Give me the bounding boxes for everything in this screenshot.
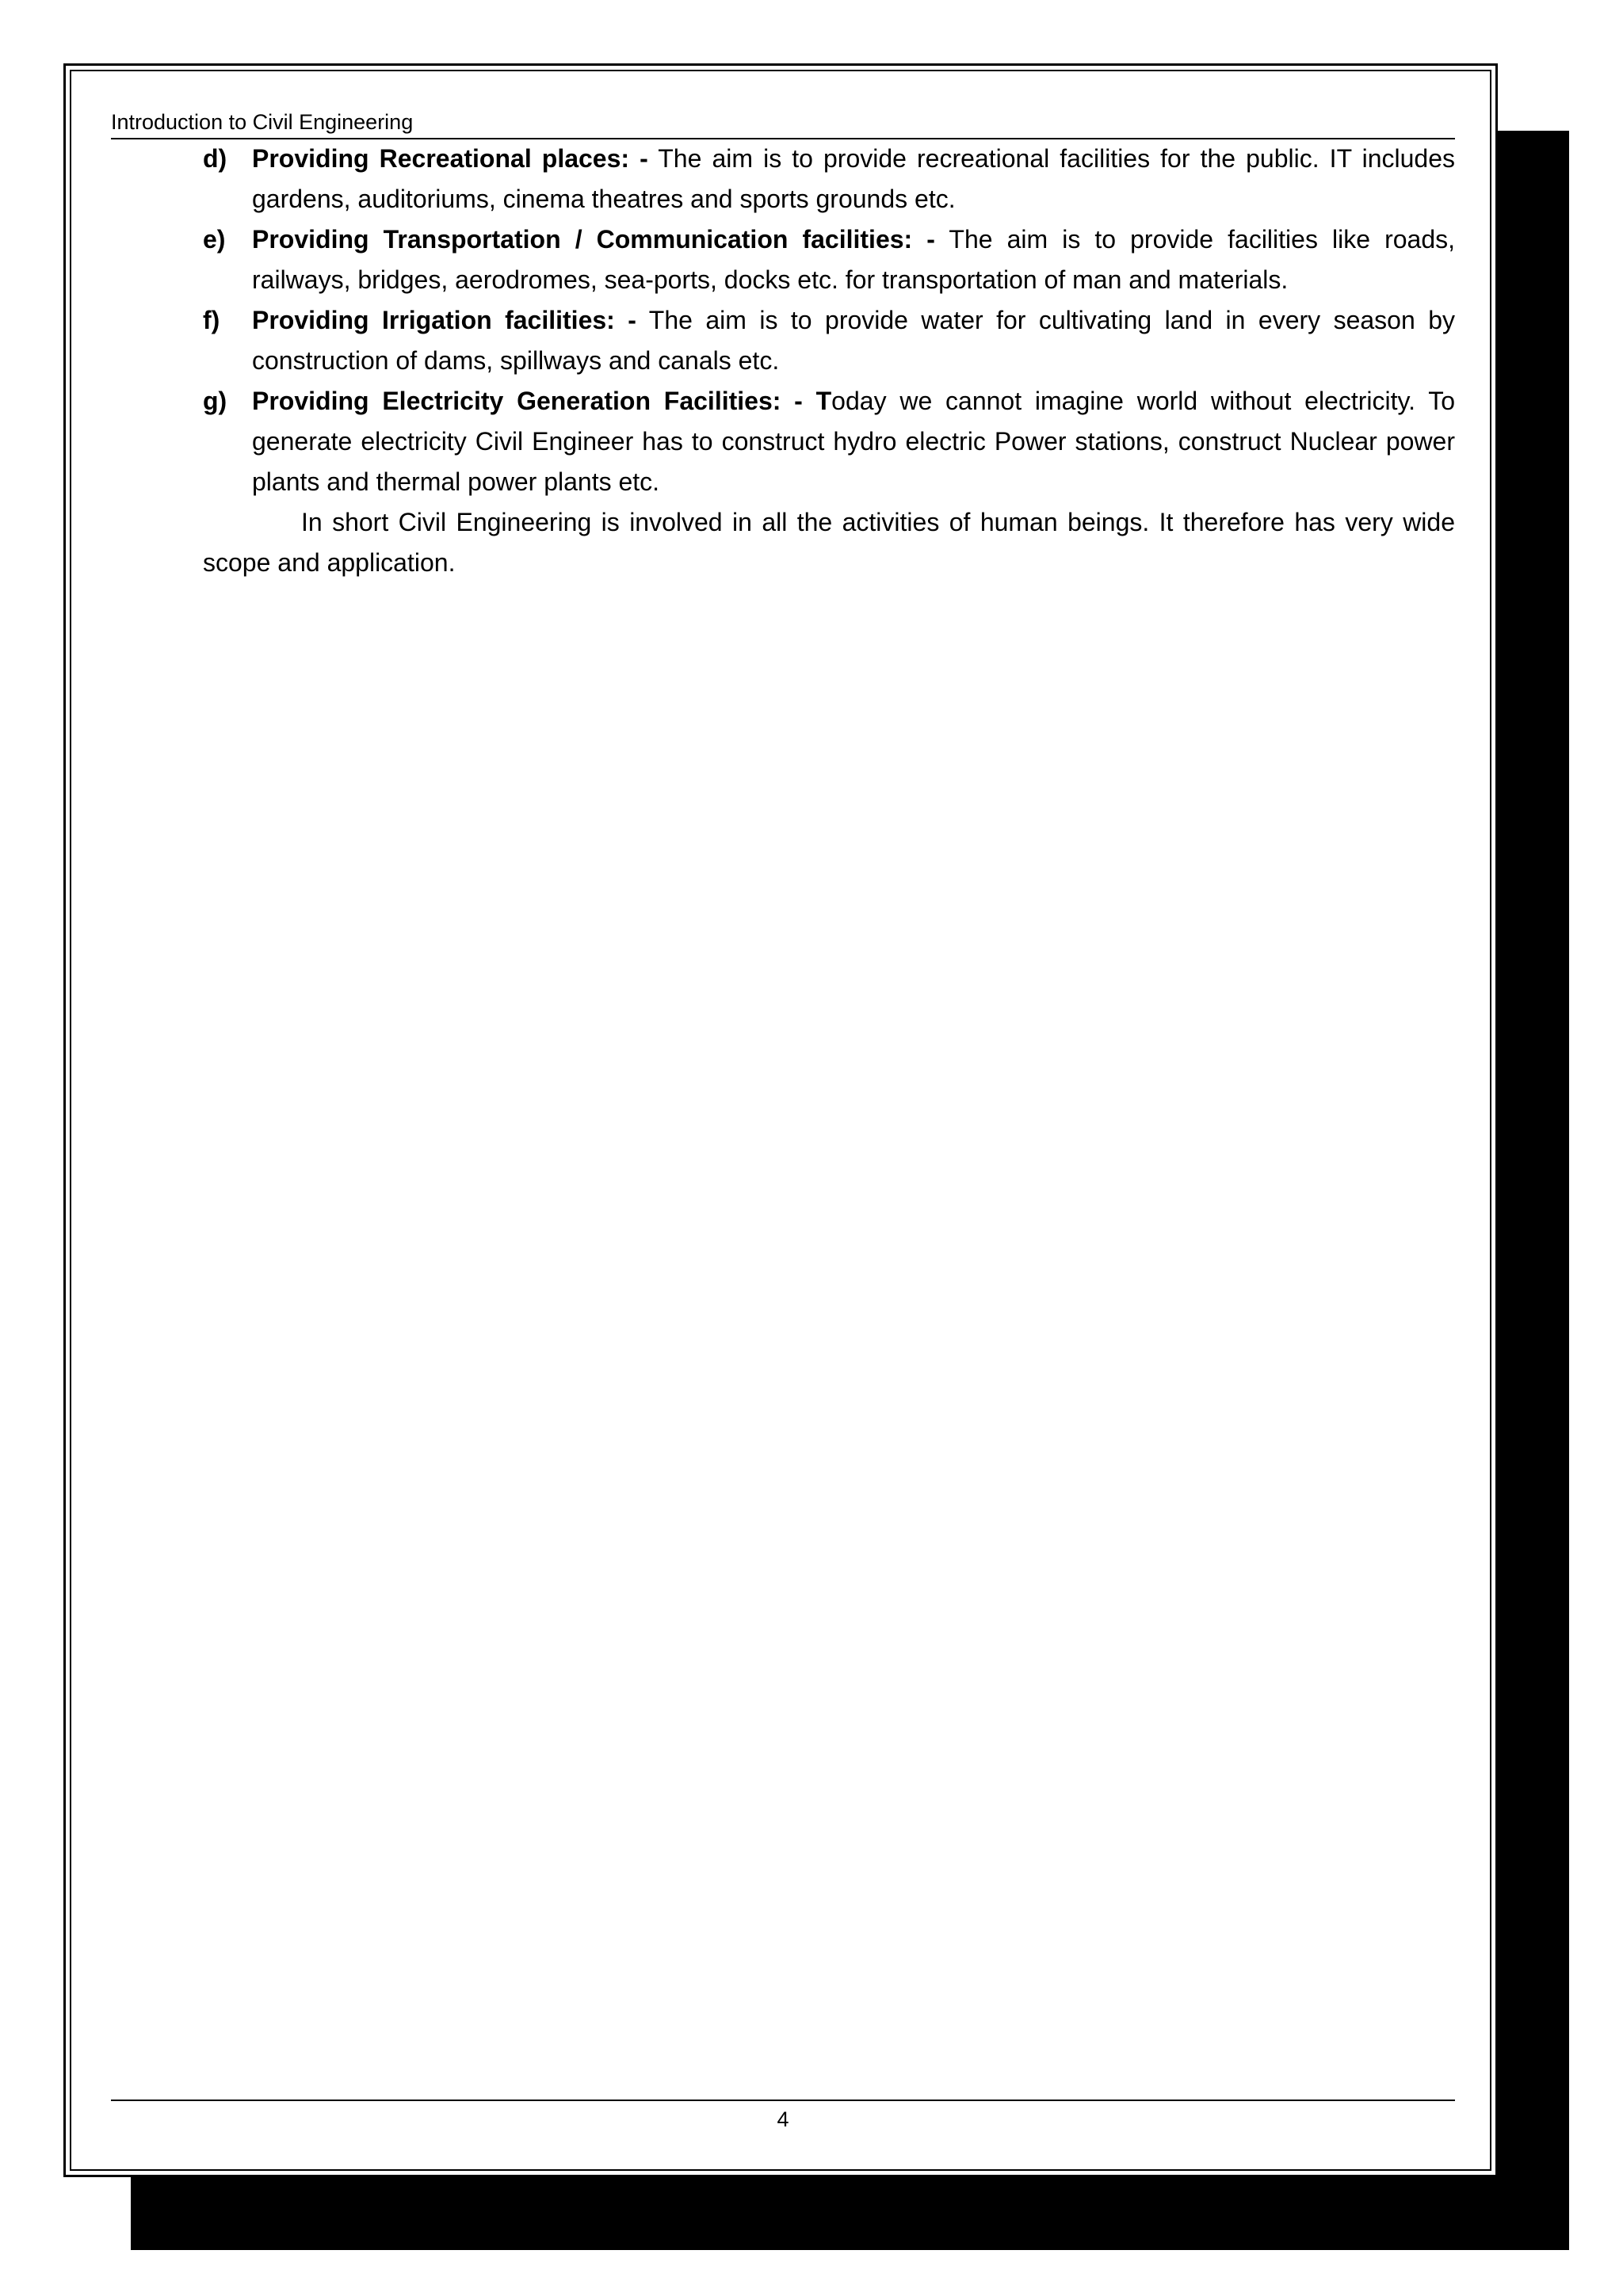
item-text: The aim is to provide water for cultivating land in every season by construction of dams, spillways and canals etc. xyxy=(252,306,1456,375)
item-term: Providing Recreational places: - xyxy=(252,144,648,173)
list-item-transportation xyxy=(203,219,1455,300)
item-term: Providing Irrigation facilities: - xyxy=(252,306,636,334)
item-text: The aim is to provide recreational facilities for the public. IT includes gardens, auditoriums, cinema theatres and sports grounds etc. xyxy=(252,144,1455,213)
page-shadow-bottom xyxy=(131,2177,1569,2250)
item-text: oday we cannot imagine world without electricity. To generate electricity Civil Engineer has to construct hydro electric Power stations, construct Nuclear power plants and thermal power plants etc. xyxy=(252,387,1456,496)
running-header xyxy=(111,106,1455,139)
list-item-irrigation xyxy=(203,300,1455,381)
page-content xyxy=(203,139,1455,583)
page-footer xyxy=(111,2100,1455,2138)
list-item-electricity xyxy=(203,381,1455,502)
page-number: 4 xyxy=(777,2107,789,2131)
summary-paragraph: In short Civil Engineering is involved in all the activities of human beings. It therefore has very wide scope and application. xyxy=(203,508,1455,577)
list-item-recreational xyxy=(203,139,1455,219)
item-text: The aim is to provide facilities like roads, railways, bridges, aerodromes, sea-ports, docks etc. for transportation of man and materials. xyxy=(252,225,1456,294)
item-term: Providing Transportation / Communication facilities: - xyxy=(252,225,935,254)
list-marker: d) xyxy=(203,144,227,173)
list-marker: g) xyxy=(203,387,227,415)
list-marker: e) xyxy=(203,225,226,254)
list-marker: f) xyxy=(203,306,220,334)
header-title: Introduction to Civil Engineering xyxy=(111,110,414,134)
page-shadow-right xyxy=(1498,131,1569,2250)
document-page xyxy=(63,63,1498,2177)
page-inner-border xyxy=(70,70,1491,2171)
item-term: Providing Electricity Generation Facilities: - T xyxy=(252,387,832,415)
